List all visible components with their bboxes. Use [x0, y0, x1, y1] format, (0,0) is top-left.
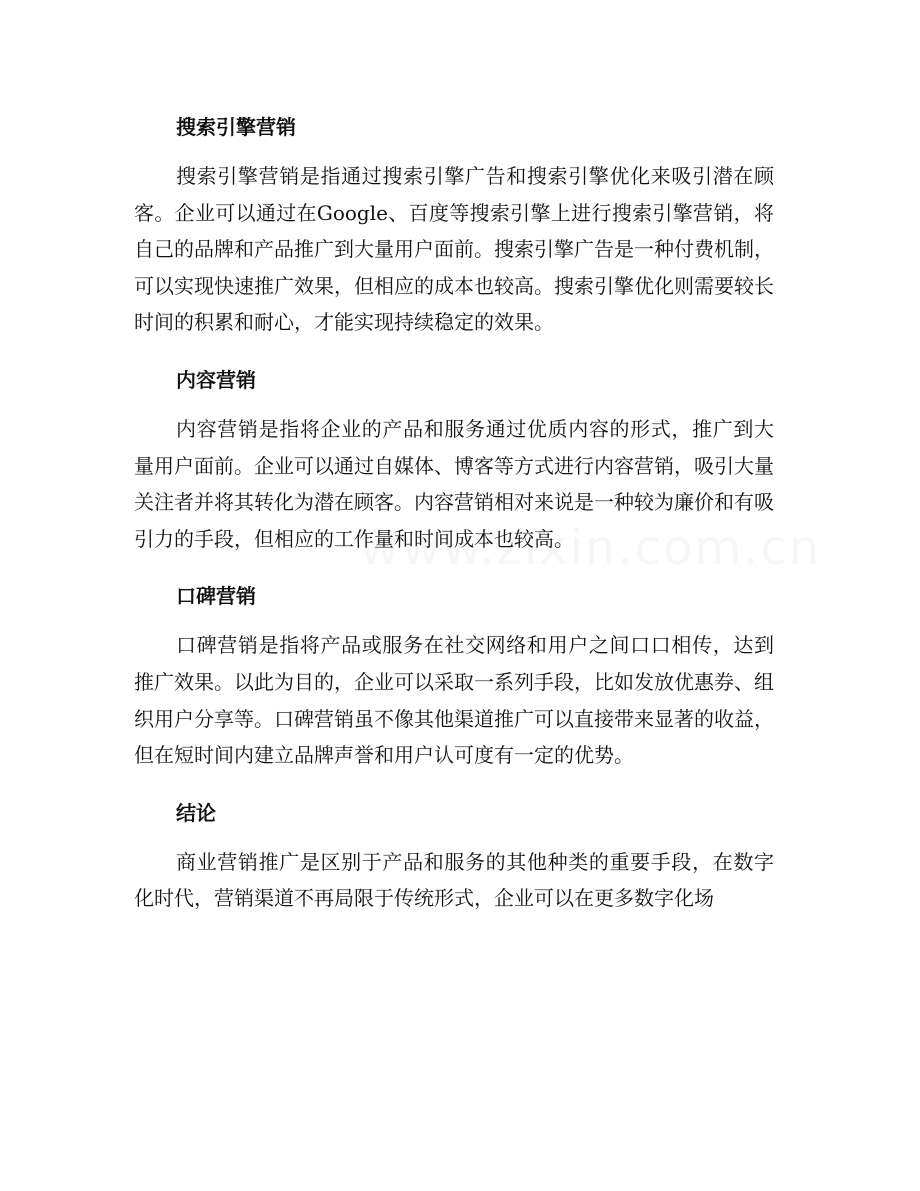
- section-search-engine-marketing: [134, 108, 774, 341]
- section-word-of-mouth-marketing: [134, 577, 774, 773]
- section-paragraph: 内容营销是指将企业的产品和服务通过优质内容的形式，推广到大量用户面前。企业可以通过自媒体、博客等方式进行内容营销，吸引大量关注者并将其转化为潜在顾客。内容营销相对来说是一种较为廉价和有吸引力的手段，但相应的工作量和时间成本也较高。: [134, 416, 774, 551]
- section-heading: 口碑营销: [176, 584, 256, 609]
- section-paragraph: 商业营销推广是区别于产品和服务的其他种类的重要手段，在数字化时代，营销渠道不再局限于传统形式，企业可以在更多数字化场: [134, 849, 774, 911]
- section-paragraph: 搜索引擎营销是指通过搜索引擎广告和搜索引擎优化来吸引潜在顾客。企业可以通过在Google、百度等搜索引擎上进行搜索引擎营销，将自己的品牌和产品推广到大量用户面前。搜索引擎广告是一种付费机制，可以实现快速推广效果，但相应的成本也较高。搜索引擎优化则需要较长时间的积累和耐心，才能实现持续稳定的效果。: [134, 164, 774, 335]
- section-heading: 结论: [176, 800, 216, 825]
- section-content-marketing: [134, 361, 774, 557]
- section-paragraph: 口碑营销是指将产品或服务在社交网络和用户之间口口相传，达到推广效果。以此为目的，企业可以采取一系列手段，比如发放优惠券、组织用户分享等。口碑营销虽不像其他渠道推广可以直接带来显著的收益，但在短时间内建立品牌声誉和用户认可度有一定的优势。: [134, 633, 774, 768]
- section-heading: 搜索引擎营销: [176, 115, 296, 139]
- section-conclusion: [134, 794, 774, 917]
- section-heading: 内容营销: [176, 367, 256, 392]
- document-body: [134, 108, 774, 937]
